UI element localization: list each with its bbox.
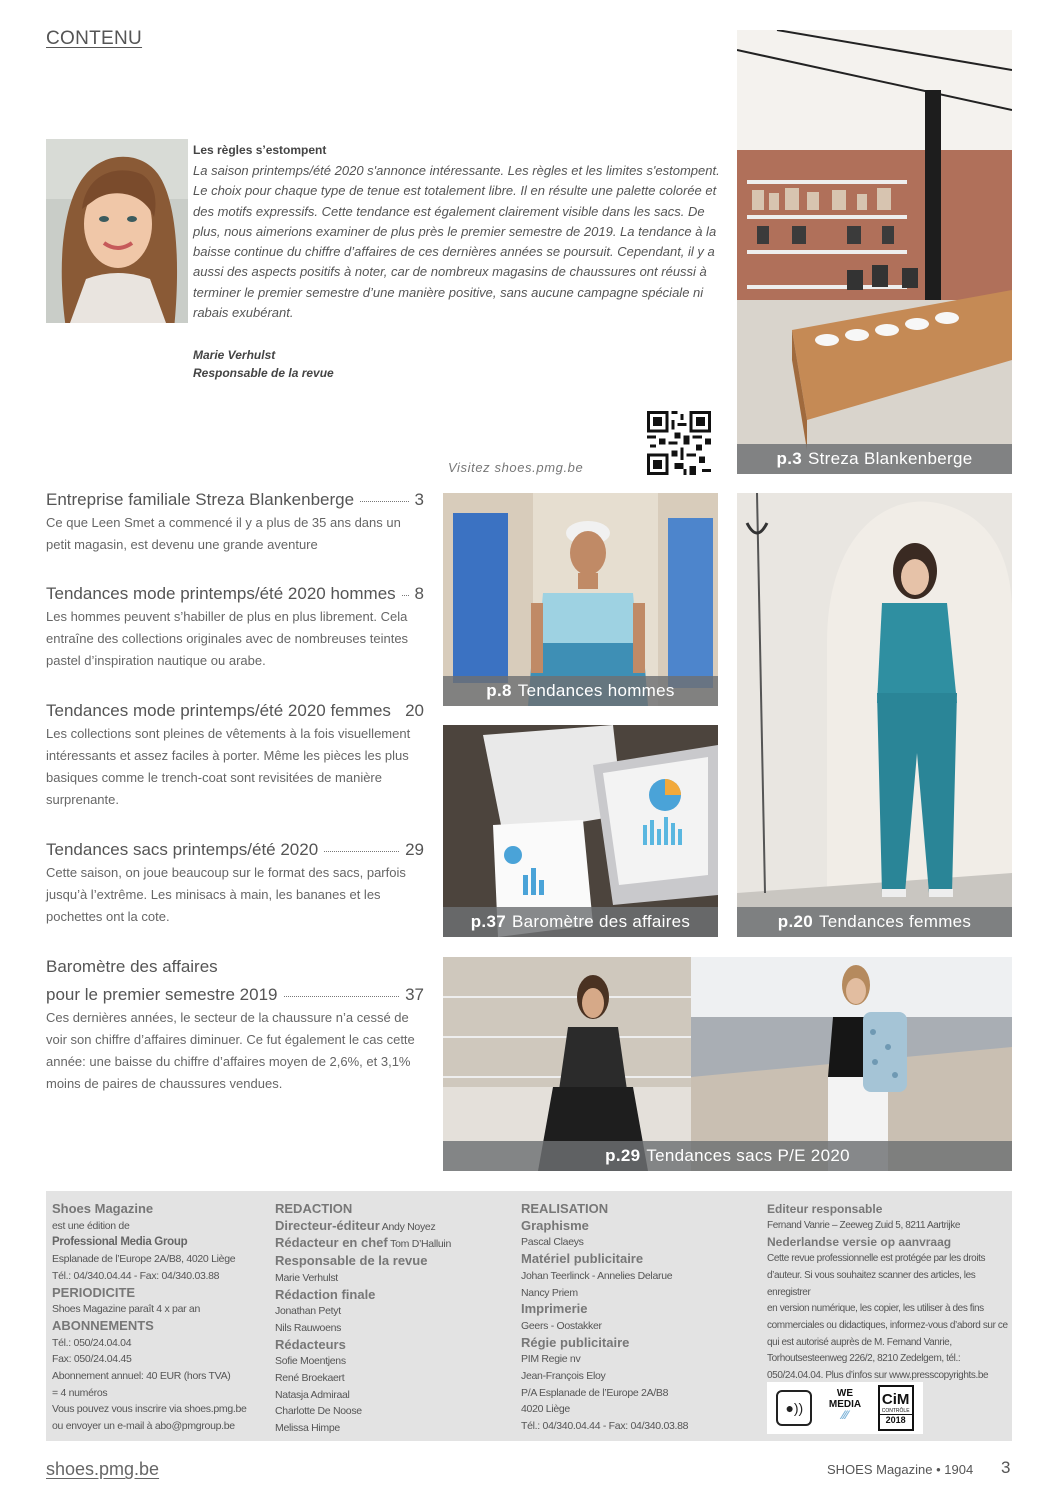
toc-page: 8 <box>414 584 424 603</box>
toc-item[interactable] <box>46 490 424 556</box>
colophon-text: 4020 Liège <box>521 1403 570 1416</box>
caption-page: p.29 <box>605 1146 641 1165</box>
toc-page: 20 <box>405 701 424 720</box>
caption-label: Streza Blankenberge <box>807 449 973 468</box>
photo-sacs[interactable] <box>443 957 1012 1171</box>
toc-desc: Ce que Leen Smet a commencé il y a plus de 35 ans dans un petit magasin, est devenu une grande aventure <box>46 515 401 552</box>
qr-code[interactable] <box>647 411 711 475</box>
toc-title: Tendances mode printemps/été 2020 hommes <box>46 584 396 603</box>
section-title: CONTENU <box>46 28 143 49</box>
editorial-body: La saison printemps/été 2020 s'annonce intéressante. Les règles et les limites s'estompent. Le choix pour chaque type de tenue est totalement libre. Il en résulte une palette colorée et des motifs expressifs. Cette tendance est également clairement visible dans les sacs. De plus, nous aimerions examiner de plus près le premier semestre de 2019. La tendance à la baisse continue du chiffre d’affaires de ces dernières années se poursuit. Cependant, il y a aussi des aspects positifs à noter, car de nombreux magasins de chaussures ont réussi à terminer le premier semestre d’une manière positive, sans aucune campagne spéciale ni rabais exubérant. <box>193 163 720 321</box>
logo-text: 2018 <box>880 1414 912 1425</box>
colophon-text: Fernand Vanrie – Zeeweg Zuid 5, 8211 Aartrijke <box>767 1219 961 1231</box>
colophon-heading: Shoes Magazine <box>52 1201 154 1216</box>
toc-desc: Les hommes peuvent s’habiller de plus en plus librement. Cela entraîne des collections originales avec de nombreuses teintes pastel d’inspiration nautique ou arabe. <box>46 609 409 668</box>
colophon-heading: Rédaction finale <box>275 1286 376 1302</box>
author-role: Responsable de la revue <box>193 366 334 381</box>
logo-text: CiM <box>881 1391 910 1408</box>
caption-label: Tendances hommes <box>517 681 675 700</box>
toc-desc: Les collections sont pleines de vêtements à la fois visuellement intéressants et assez faciles à porter. Même les pièces les plus basiques comme le trench-coat sont revisitées de manière surprenante. <box>46 726 411 807</box>
colophon-heading: Imprimerie <box>521 1301 588 1317</box>
colophon-label: Directeur-éditeur <box>275 1217 380 1233</box>
colophon-text: = 4 numéros <box>52 1386 108 1399</box>
caption-label: Baromètre des affaires <box>511 912 691 931</box>
colophon-text: Marie Verhulst <box>275 1271 338 1284</box>
footer-url-link[interactable]: shoes.pmg.be <box>46 1459 160 1479</box>
colophon-label: Rédacteur en chef <box>275 1235 388 1251</box>
toc-title: Tendances sacs printemps/été 2020 <box>46 840 319 859</box>
toc-desc: Cette saison, on joue beaucoup sur le format des sacs, parfois jusqu’à l’extrême. Les minisacs à main, les bananes et les pochettes ont la cote. <box>46 865 406 924</box>
colophon-heading: PERIODICITE <box>52 1284 136 1300</box>
toc-desc: Ces dernières années, le secteur de la chaussure n’a cessé de voir son chiffre d’affaires diminuer. Ce fut également le cas cette année: une baisse du chiffre d’affaires moyen de 2,6%, et 3,1% moins de paires de chaussures vendues. <box>46 1010 415 1091</box>
colophon-text: Tél.: 04/340.04.44 - Fax: 04/340.03.88 <box>52 1269 220 1282</box>
colophon-text: Melissa Himpe <box>275 1422 340 1435</box>
colophon-text: PIM Regie nv <box>521 1353 581 1366</box>
colophon-text: Tél.: 050/24.04.04 <box>52 1336 132 1349</box>
caption-page: p.20 <box>777 912 813 931</box>
toc-title: pour le premier semestre 2019 <box>46 985 278 1004</box>
photo-streza[interactable] <box>737 30 1012 474</box>
colophon-heading: REDACTION <box>275 1201 353 1216</box>
toc-page: 29 <box>405 840 424 859</box>
visit-text: Visitez shoes.pmg.be <box>448 460 584 475</box>
colophon-editor <box>767 1201 1012 1385</box>
colophon-text: Johan Teerlinck - Annelies Delarue <box>521 1269 673 1282</box>
page-number: 3 <box>1001 1458 1011 1477</box>
photo-hommes[interactable] <box>443 493 718 706</box>
colophon-text: Shoes Magazine paraît 4 x par an <box>52 1303 200 1316</box>
toc-item[interactable] <box>46 584 424 672</box>
colophon-text: Esplanade de l’Europe 2A/B8, 4020 Liège <box>52 1253 236 1266</box>
caption-label: Tendances femmes <box>819 912 972 931</box>
colophon-redaction <box>275 1201 451 1437</box>
partner-logos <box>767 1382 923 1434</box>
colophon-heading: Régie publicitaire <box>521 1334 630 1350</box>
cim-logo <box>878 1385 914 1431</box>
colophon-text: Nils Rauwoens <box>275 1321 342 1334</box>
toc-title-line1: Baromètre des affaires <box>46 957 218 976</box>
logo-text: MEDIA <box>828 1399 862 1410</box>
colophon-heading: Editeur responsable <box>767 1202 883 1216</box>
colophon-publisher <box>52 1201 247 1435</box>
colophon-heading: Rédacteurs <box>275 1336 346 1352</box>
author-name: Marie Verhulst <box>193 348 276 363</box>
colophon-text: commerciales ou didactiques, informez-vous d’abord sur ce <box>767 1319 1008 1331</box>
colophon-text: Natasja Admiraal <box>275 1388 350 1401</box>
colophon-realisation <box>521 1201 688 1435</box>
colophon-text: est une édition de <box>52 1219 130 1232</box>
colophon-text: P/A Esplanade de l’Europe 2A/B8 <box>521 1386 669 1399</box>
colophon-text: Sofie Moentjens <box>275 1355 346 1368</box>
colophon-text: Abonnement annuel: 40 EUR (hors TVA) <box>52 1370 231 1383</box>
colophon-text: Professional Media Group <box>52 1236 188 1249</box>
logo-text: CONTRÔLE <box>881 1408 910 1414</box>
colophon-text: Jonathan Petyt <box>275 1305 341 1318</box>
caption-femmes <box>737 907 1012 937</box>
colophon-text: ou envoyer un e-mail à abo@pmgroup.be <box>52 1420 235 1433</box>
colophon-heading: REALISATION <box>521 1201 609 1216</box>
caption-page: p.37 <box>470 912 506 931</box>
caption-streza <box>737 444 1012 474</box>
copyright-logo-icon: ●)) <box>776 1390 812 1426</box>
colophon-text: Tom D’Halluin <box>390 1238 452 1251</box>
toc-item[interactable] <box>46 701 424 811</box>
colophon-text: Vous pouvez vous inscrire via shoes.pmg.be <box>52 1403 247 1416</box>
footer-magazine: SHOES Magazine • 1904 <box>827 1462 974 1477</box>
editorial <box>193 143 723 382</box>
colophon-text: Torhoutsesteenweg 226/2, 8210 Zedelgem, tél.: <box>767 1353 961 1365</box>
caption-page: p.8 <box>486 681 512 700</box>
colophon-heading: Nederlandse versie op aanvraag <box>767 1235 952 1250</box>
colophon-text: d’auteur. Si vous souhaitez scanner des articles, les enregistrer <box>767 1269 976 1298</box>
caption-hommes <box>443 676 718 706</box>
editor-portrait <box>46 139 188 323</box>
toc-page: 3 <box>414 490 424 509</box>
caption-sacs <box>443 1141 1012 1171</box>
caption-label: Tendances sacs P/E 2020 <box>646 1146 850 1165</box>
colophon-text: en version numérique, les copier, les utiliser à des fins <box>767 1303 984 1315</box>
colophon-text: Jean-François Eloy <box>521 1370 606 1383</box>
colophon-text: Charlotte De Noose <box>275 1405 362 1418</box>
colophon-heading: Responsable de la revue <box>275 1253 428 1269</box>
photo-barometre[interactable] <box>443 725 718 937</box>
colophon-text: Fax: 050/24.04.45 <box>52 1353 132 1366</box>
toc-item[interactable] <box>46 957 424 1095</box>
toc-page: 37 <box>405 985 424 1004</box>
colophon-text: Nancy Priem <box>521 1286 578 1299</box>
colophon-text: Pascal Claeys <box>521 1236 584 1249</box>
colophon-text: 050/24.04.04. Plus d’infos sur www.presscopyrights.be <box>767 1370 989 1382</box>
logo-text: WE <box>836 1388 854 1399</box>
toc-title: Tendances mode printemps/été 2020 femmes <box>46 701 391 720</box>
toc-title: Entreprise familiale Streza Blankenberge <box>46 490 355 509</box>
caption-page: p.3 <box>776 449 802 468</box>
colophon-text: Tél.: 04/340.04.44 - Fax: 04/340.03.88 <box>521 1420 689 1433</box>
editorial-author <box>193 346 723 382</box>
colophon-text: Cette revue professionnelle est protégée par les droits <box>767 1253 986 1265</box>
colophon-text: qui est autorisé auprès de M. Fernand Vanrie, <box>767 1336 952 1348</box>
colophon-heading: ABONNEMENTS <box>52 1317 154 1333</box>
caption-barometre <box>443 907 718 937</box>
photo-femmes[interactable] <box>737 493 1012 937</box>
we-media-logo: WE MEDIA ⁄⁄⁄ <box>823 1388 867 1428</box>
editorial-heading: Les règles s’estompent <box>193 143 327 157</box>
toc-item[interactable] <box>46 840 424 928</box>
colophon-text: René Broekaert <box>275 1372 345 1385</box>
colophon-heading: Graphisme <box>521 1217 589 1233</box>
colophon-text: Andy Noyez <box>381 1220 436 1233</box>
colophon-text: Geers - Oostakker <box>521 1319 602 1332</box>
colophon-heading: Matériel publicitaire <box>521 1251 644 1267</box>
